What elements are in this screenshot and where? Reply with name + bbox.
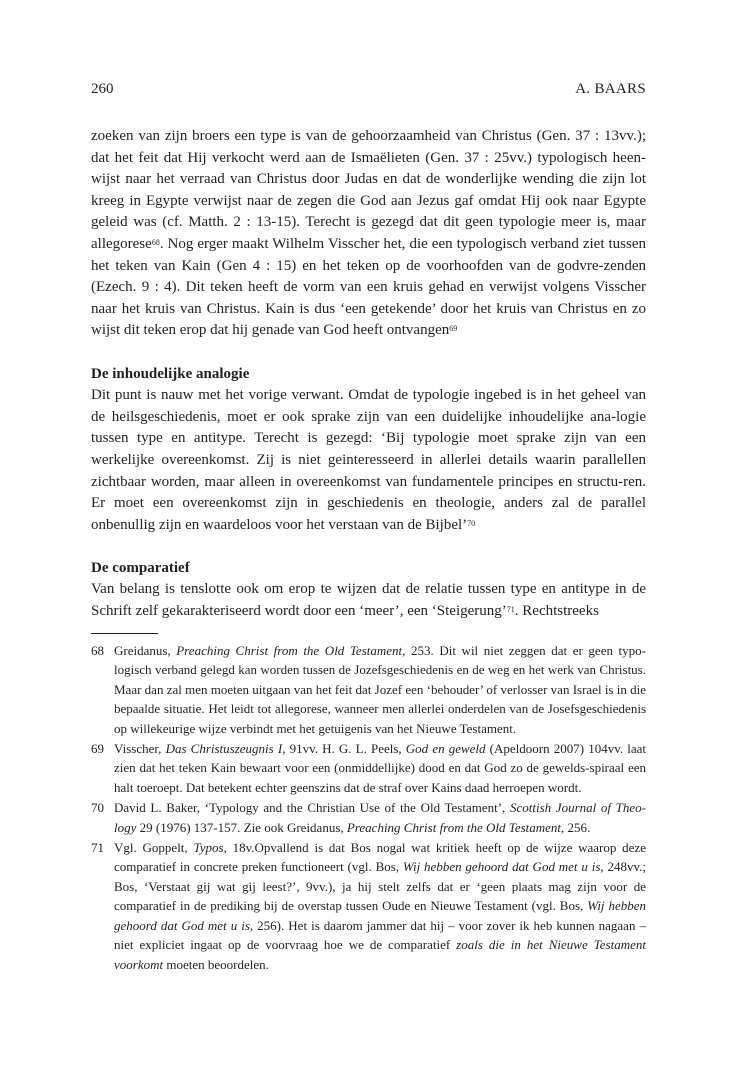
section-heading-analogie: De inhoudelijke analogie (91, 365, 250, 382)
footnote-title: Wij hebben gehoord dat God met u is (114, 898, 646, 933)
paragraph-text: . Rechtstreeks (514, 603, 599, 620)
footnote-ref-69[interactable]: 69 (449, 324, 458, 334)
footnote-title: God en geweld (405, 741, 486, 757)
footnote-title: zoals die in het Nieuwe Testament voorkomt (114, 937, 646, 972)
paragraph-text: . Nog erger maakt Wilhelm Visscher het, die een typologisch verband ziet tussen het teken van Kain (Gen 4 : 15) en het teken op de voorhoofden van de godvre-zenden (Ezech. 9 : 4). Dit teken heeft de vorm van een kruis gehad en verwijst volgens Visscher naar het kruis van Christus. Kain is dus ‘een getekende’ door het kruis van Christus en zo wijst dit teken erop dat hij genade van God heeft ontvangen (91, 235, 646, 339)
footnote-text: Greidanus, (114, 643, 177, 658)
footnote-text: moeten beoordelen. (163, 956, 269, 972)
footnote-separator (91, 633, 158, 634)
paragraph-text: Dit punt is nauw met het vorige verwant. Omdat de typologie ingebed is in het geheel van de heilsgeschiedenis, moet er ook sprake zijn van een duidelijke inhoudelijke ana-logie tussen type en antitype. Terecht is gezegd: ‘Bij typologie moet sprake zijn van een werkelijke overeenkomst. Zij is niet geinteresseerd in allerlei details waarin parallellen zichtbaar worden, maar alleen in overeenkomst van fundamentele principes en structu-ren. Er moet een overeenkomst zijn in geschiedenis en theologie, anders zal de parallel onbenullig zijn en waardeloos voor het verstaan van de Bijbel’ (91, 387, 646, 533)
footnote-71 (91, 838, 646, 974)
footnotes (91, 641, 646, 975)
footnote-69 (91, 739, 646, 797)
footnote-text: , 248vv.; Bos, ‘Verstaat gij wat gij leest?’, 9vv.), ja hij stelt zelfs dat er ‘geen plaats mag zijn voor de comparatief in de prediking bij de overstap tussen Oude en Nieuwe Testament (vgl. Bos, (114, 859, 646, 914)
footnote-ref-68[interactable]: 68 (151, 238, 160, 248)
paragraph-comparatief (91, 579, 646, 622)
footnote-title: Wij hebben gehoord dat God met u is (402, 859, 601, 875)
book-page (91, 0, 646, 1068)
footnote-ref-70[interactable]: 70 (467, 518, 476, 528)
footnote-text: Vgl. Goppelt, (114, 840, 194, 856)
footnote-number: 69 (91, 741, 104, 757)
footnote-text: , 256). Het is daarom jammer dat hij – voor zover ik heb kunnen nagaan – niet expliciet ingaat op de voorvraag hoe we de comparatief (114, 917, 646, 953)
footnote-text: 29 (1976) 137-157. Zie ook Greidanus, (136, 819, 347, 835)
footnote-68 (91, 641, 646, 738)
running-head (91, 79, 646, 99)
paragraph-josef-typology (91, 126, 646, 342)
footnote-title: Das Christuszeugnis I (165, 741, 283, 757)
footnote-text: (Apeldoorn 2007) 104vv. laat zien dat het teken Kain bewaart voor een (onmiddellijke) dood en dat God zo de gewelds-spiraal een halt toeroept. Dat betekent echter geenszins dat de straf over Kains daad herroepen wordt. (114, 741, 646, 795)
footnote-text: Visscher, (114, 741, 166, 757)
footnote-text: , 18v.Opvallend is dat Bos nogal wat kritiek heeft op de wijze waarop deze comparatief in concrete preken functioneert (vgl. Bos, (114, 840, 646, 875)
footnote-ref-71[interactable]: 71 (506, 605, 515, 615)
paragraph-text: Van belang is tenslotte ook om erop te wijzen dat de relatie tussen type en antitype in de Schrift zelf gekarakteriseerd wordt door een ‘meer’, een ‘Steigerung’ (91, 581, 646, 620)
footnote-text: , 91vv. H. G. L. Peels, (282, 741, 406, 757)
running-head-author: A. BAARS (575, 81, 646, 97)
paragraph-analogie (91, 385, 646, 536)
footnote-number: 71 (91, 840, 104, 856)
footnote-title: Preaching Christ from the Old Testament (346, 819, 562, 835)
footnote-number: 70 (91, 800, 104, 816)
main-text (91, 126, 646, 623)
footnote-text: , 253. Dit wil niet zeggen dat er geen typo-logisch verband gelegd kan worden tussen de Jozefsgeschiedenis en de weg en het werk van Christus. Maar dan zal men moeten uitgaan van het feit dat Jozef een ‘behouder’ of verlosser van Israel is in die bepaalde situatie. Het leidt tot allegorese, wanneer men allerlei onderdelen van de Josefsgeschiedenis op willekeurige wijze verbindt met het getuigenis van het Nieuwe Testament. (114, 643, 646, 736)
footnote-text: David L. Baker, ‘Typology and the Christian Use of the Old Testament’, (114, 800, 510, 816)
section-heading-comparatief: De comparatief (91, 559, 190, 576)
page-number: 260 (91, 81, 114, 97)
paragraph-text: zoeken van zijn broers een type is van de gehoorzaamheid van Christus (Gen. 37 : 13vv.); dat het feit dat Hij verkocht werd aan de Ismaëlieten (Gen. 37 : 25vv.) typologisch heen-wijst naar het verraad van Christus door Judas en dat de wonderlijke wending die zijn lot kreeg in Egypte verwijst naar de zegen die God aan Jezus gaf omdat Hij ook naar Egypte geleid was (cf. Matth. 2 : 13-15). Terecht is gezegd dat dit geen typologie meer is, maar allegorese (91, 128, 646, 252)
footnote-text: , 256. (561, 819, 591, 835)
footnote-title: Preaching Christ from the Old Testament (176, 643, 403, 658)
footnote-70 (91, 798, 646, 837)
footnote-number: 68 (91, 643, 104, 658)
footnote-title: Scottish Journal of Theo-logy (114, 800, 646, 835)
footnote-title: Typos (193, 840, 224, 856)
